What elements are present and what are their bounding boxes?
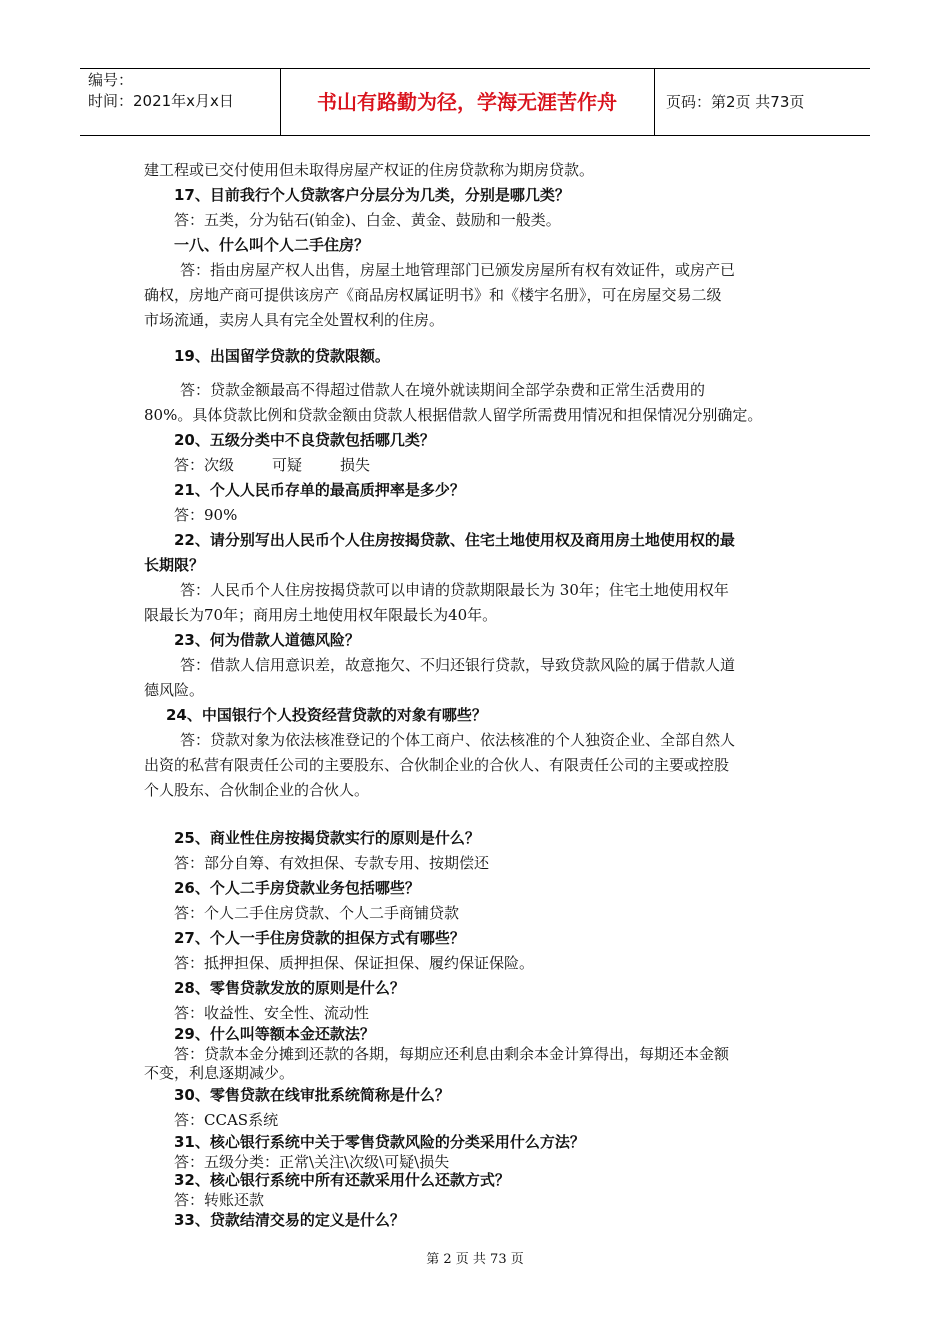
- question-33: 33、贷款结清交易的定义是什么？: [174, 1211, 405, 1229]
- answer-25: 答：部分自筹、有效担保、专款专用、按期偿还: [174, 854, 490, 872]
- question-22-line: 22、请分别写出人民币个人住房按揭贷款、住宅土地使用权及商用房土地使用权的最: [174, 531, 735, 549]
- answer-20: [144, 455, 370, 475]
- answer-24-line: 个人股东、合伙制企业的合伙人。: [144, 781, 370, 799]
- answer-24-line: 出资的私营有限责任公司的主要股东、合伙制企业的合伙人、有限责任公司的主要或控股: [144, 756, 730, 774]
- answer-32: 答：转账还款: [174, 1191, 265, 1209]
- question-28: 28、零售贷款发放的原则是什么？: [174, 979, 405, 997]
- question-29: 29、什么叫等额本金还款法？: [174, 1025, 375, 1043]
- question-17: 17、目前我行个人贷款客户分层分为几类，分别是哪几类？: [174, 186, 570, 204]
- answer-22-line: 限最长为70年；商用房土地使用权年限最长为40年。: [144, 606, 498, 624]
- answer-27: 答：抵押担保、质押担保、保证担保、履约保证保险。: [174, 954, 535, 972]
- answer-29-line: 答：贷款本金分摊到还款的各期，每期应还利息由剩余本金计算得出，每期还本金额: [174, 1045, 730, 1063]
- question-22-line: 长期限？: [144, 556, 205, 574]
- header-divider: [654, 68, 655, 136]
- page-header: [80, 68, 870, 136]
- question-19: 19、出国留学贷款的贷款限额。: [174, 347, 390, 365]
- question-26: 26、个人二手房贷款业务包括哪些？: [174, 879, 420, 897]
- question-27: 27、个人一手住房贷款的担保方式有哪些？: [174, 929, 465, 947]
- question-32: 32、核心银行系统中所有还款采用什么还款方式？: [174, 1171, 510, 1189]
- page-footer: 第 2 页 共 73 页: [426, 1252, 524, 1267]
- answer-20-item: 答：次级: [174, 456, 235, 474]
- document-date: 时间：2021年x月x日: [88, 92, 234, 110]
- header-motto: 书山有路勤为径，学海无涯苦作舟: [317, 90, 617, 114]
- document-number: 编号：: [88, 71, 134, 89]
- answer-18-line: 答：指由房屋产权人出售，房屋土地管理部门已颁发房屋所有权有效证件，或房产已: [180, 261, 736, 279]
- answer-19-line: 答：贷款金额最高不得超过借款人在境外就读期间全部学杂费和正常生活费用的: [180, 381, 706, 399]
- answer-21: 答：90%: [174, 506, 238, 524]
- question-30: 30、零售贷款在线审批系统简称是什么？: [174, 1086, 450, 1104]
- question-25: 25、商业性住房按揭贷款实行的原则是什么？: [174, 829, 480, 847]
- answer-23-line: 答：借款人信用意识差，故意拖欠、不归还银行贷款，导致贷款风险的属于借款人道: [180, 656, 736, 674]
- answer-18-line: 市场流通，卖房人具有完全处置权利的住房。: [144, 311, 445, 329]
- question-24: 24、中国银行个人投资经营贷款的对象有哪些？: [166, 706, 487, 724]
- answer-17: 答：五类，分为钻石(铂金)、白金、黄金、鼓励和一般类。: [174, 211, 561, 229]
- question-20: 20、五级分类中不良贷款包括哪几类？: [174, 431, 435, 449]
- answer-30: 答：CCAS系统: [174, 1111, 279, 1129]
- answer-31: 答：五级分类：正常\关注\次级\可疑\损失: [174, 1153, 450, 1171]
- answer-29-line: 不变，利息逐期减少。: [144, 1064, 295, 1082]
- answer-28: 答：收益性、安全性、流动性: [174, 1004, 370, 1022]
- answer-20-item: 损失: [340, 456, 371, 474]
- header-page-number: 页码：第2页 共73页: [666, 93, 805, 111]
- answer-20-item: 可疑: [272, 456, 303, 474]
- answer-26: 答：个人二手住房贷款、个人二手商铺贷款: [174, 904, 460, 922]
- answer-23-line: 德风险。: [144, 681, 205, 699]
- question-23: 23、何为借款人道德风险？: [174, 631, 360, 649]
- header-meta: [88, 70, 278, 112]
- question-21: 21、个人人民币存单的最高质押率是多少？: [174, 481, 465, 499]
- header-divider: [280, 68, 281, 136]
- answer-19-line: 80%。具体贷款比例和贷款金额由贷款人根据借款人留学所需费用情况和担保情况分别确定。: [144, 406, 763, 424]
- answer-18-line: 确权，房地产商可提供该房产《商品房权属证明书》和《楼宇名册》，可在房屋交易二级: [144, 286, 722, 304]
- answer-22-line: 答：人民币个人住房按揭贷款可以申请的贷款期限最长为 30年；住宅土地使用权年: [180, 581, 729, 599]
- question-18: 一八、什么叫个人二手住房？: [174, 236, 370, 254]
- body-line: 建工程或已交付使用但未取得房屋产权证的住房贷款称为期房贷款。: [144, 161, 595, 179]
- question-31: 31、核心银行系统中关于零售贷款风险的分类采用什么方法？: [174, 1133, 585, 1151]
- answer-24-line: 答：贷款对象为依法核准登记的个体工商户、依法核准的个人独资企业、全部自然人: [180, 731, 736, 749]
